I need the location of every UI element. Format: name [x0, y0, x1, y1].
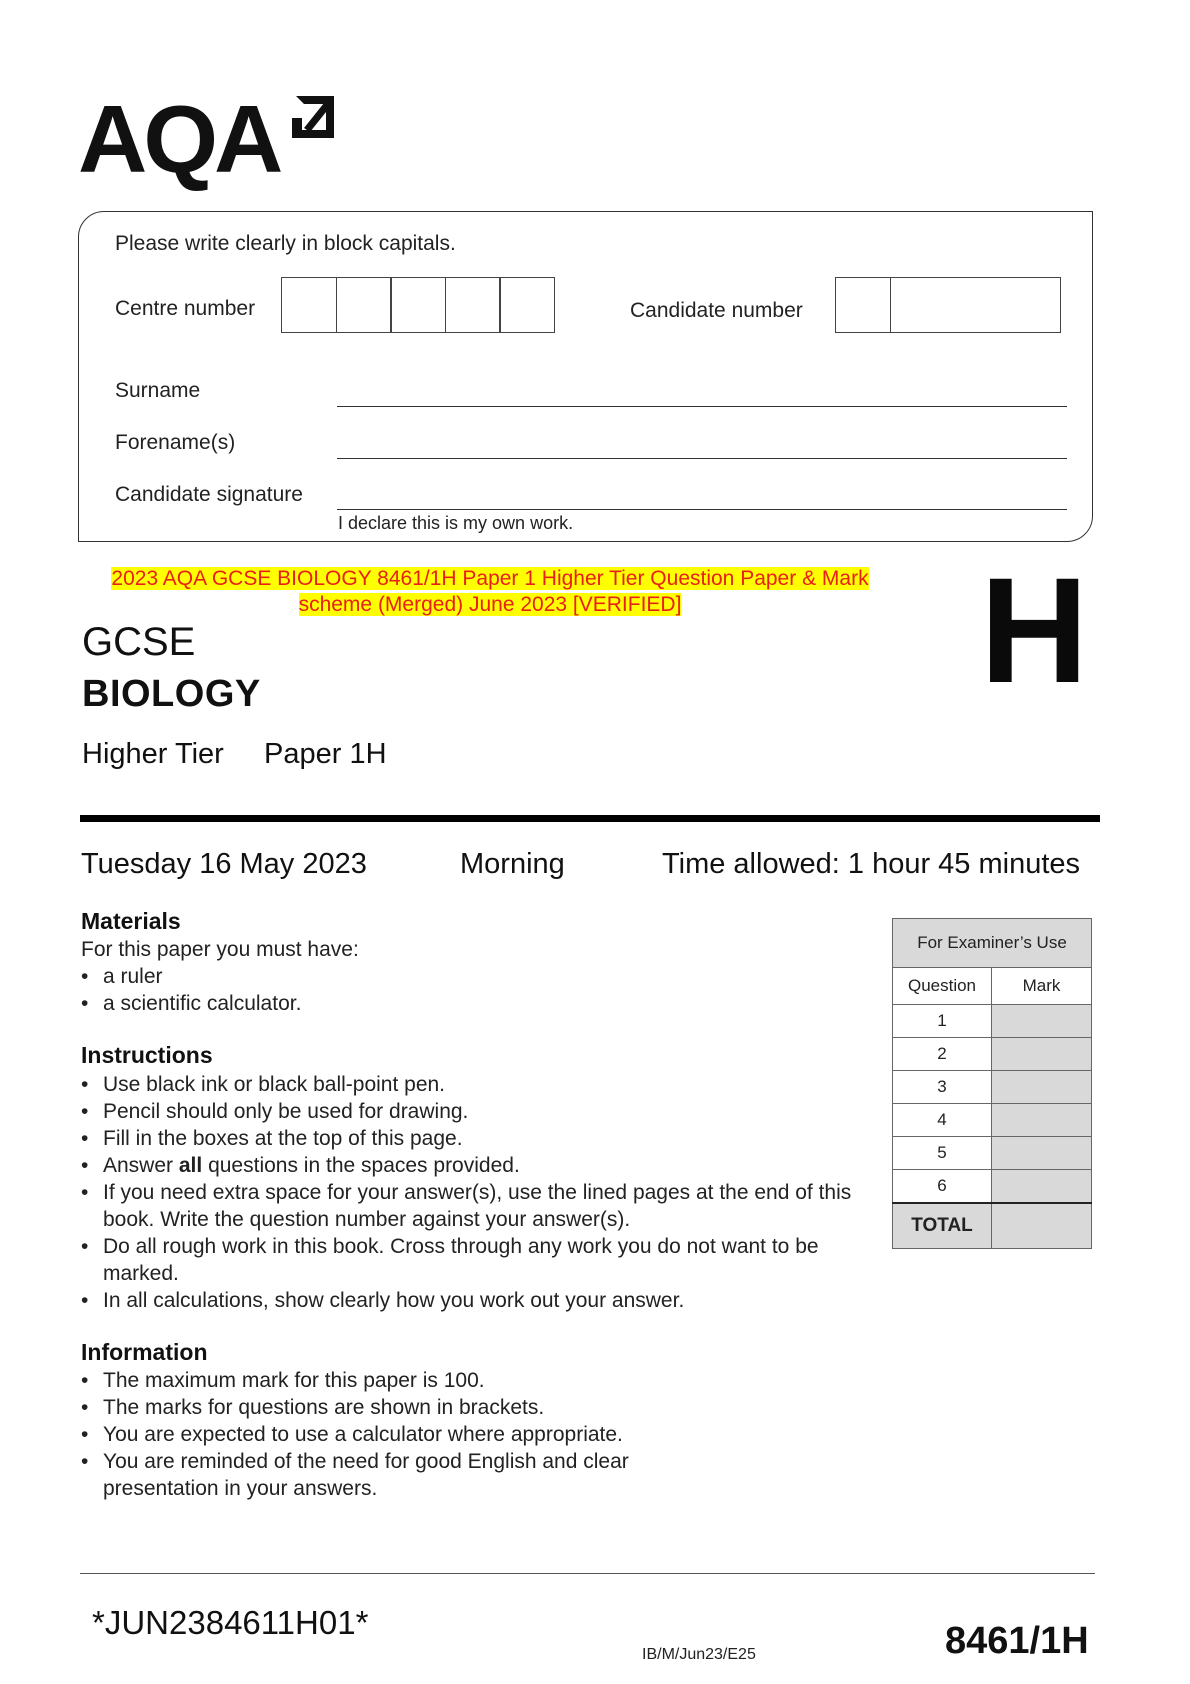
total-row — [893, 1203, 1092, 1249]
watermark-line-1: 2023 AQA GCSE BIOLOGY 8461/1H Paper 1 Higher Tier Question Paper & Mark — [111, 567, 869, 590]
table-row — [893, 1038, 1092, 1071]
question-number: 6 — [893, 1170, 992, 1204]
candidate-number-label: Candidate number — [630, 299, 803, 322]
barcode-text: *JUN2384611H01* — [92, 1604, 369, 1641]
list-item: • You are reminded of the need for good English and clear presentation in your answers. — [81, 1448, 721, 1502]
list-item — [81, 1152, 871, 1179]
forename-field[interactable] — [337, 458, 1067, 459]
examiner-use-table — [892, 918, 1092, 1249]
mark-column-header: Mark — [992, 968, 1092, 1005]
question-number: 4 — [893, 1104, 992, 1137]
paper-label: Paper 1H — [264, 738, 387, 770]
watermark-banner — [80, 566, 900, 618]
qualification-title: GCSE — [82, 620, 196, 664]
list-item-text: questions in the spaces provided. — [208, 1154, 520, 1177]
tier-label: Higher Tier — [82, 738, 224, 770]
list-item: • Fill in the boxes at the top of this page. — [81, 1125, 871, 1152]
information-heading: Information — [81, 1339, 208, 1365]
surname-label: Surname — [115, 379, 201, 402]
tier-letter: H — [980, 546, 1089, 714]
block-capitals-instruction: Please write clearly in block capitals. — [115, 232, 456, 255]
question-column-header: Question — [893, 968, 992, 1005]
centre-number-box[interactable] — [445, 277, 501, 333]
list-item: • Do all rough work in this book. Cross through any work you do not want to be marked. — [81, 1233, 823, 1287]
instructions-heading: Instructions — [81, 1042, 213, 1068]
declaration-text: I declare this is my own work. — [338, 513, 574, 533]
centre-number-box[interactable] — [499, 277, 555, 333]
centre-number-box[interactable] — [281, 277, 337, 333]
question-number: 5 — [893, 1137, 992, 1170]
paper-code: 8461/1H — [945, 1620, 1089, 1662]
list-item: • You are expected to use a calculator where appropriate. — [81, 1421, 721, 1448]
mark-cell — [992, 1170, 1092, 1204]
subject-title: BIOLOGY — [82, 673, 261, 715]
instructions-section — [81, 1071, 871, 1314]
candidate-number-boxes[interactable] — [835, 277, 1059, 333]
information-section — [81, 1367, 721, 1502]
table-row — [893, 1071, 1092, 1104]
signature-label: Candidate signature — [115, 483, 303, 506]
centre-number-box[interactable] — [336, 277, 392, 333]
exam-session: Morning — [460, 848, 565, 880]
list-item: • a scientific calculator. — [81, 990, 881, 1017]
question-number: 2 — [893, 1038, 992, 1071]
mark-cell — [992, 1137, 1092, 1170]
examiner-table-title: For Examiner’s Use — [893, 919, 1092, 968]
candidate-number-box[interactable] — [890, 277, 1061, 333]
signature-field[interactable] — [337, 509, 1067, 510]
table-row — [893, 1137, 1092, 1170]
list-item: • a ruler — [81, 963, 881, 990]
mark-cell — [992, 1038, 1092, 1071]
emphasis-text: all — [178, 1154, 203, 1177]
list-item-text: Answer — [103, 1154, 174, 1177]
forename-label: Forename(s) — [115, 431, 236, 454]
centre-number-boxes[interactable] — [281, 277, 554, 333]
total-mark-cell — [992, 1203, 1092, 1249]
total-label: TOTAL — [893, 1203, 992, 1249]
centre-number-label: Centre number — [115, 297, 256, 320]
mark-cell — [992, 1005, 1092, 1038]
table-row — [893, 1104, 1092, 1137]
time-allowed: Time allowed: 1 hour 45 minutes — [662, 848, 1081, 880]
list-item: • Use black ink or black ball-point pen. — [81, 1071, 871, 1098]
question-number: 3 — [893, 1071, 992, 1104]
surname-field[interactable] — [337, 406, 1067, 407]
watermark-line-2: scheme (Merged) June 2023 [VERIFIED] — [298, 593, 682, 616]
footer-divider — [80, 1573, 1095, 1574]
list-item: • If you need extra space for your answer(s), use the lined pages at the end of this book. Write the question number against your answer(s). — [81, 1179, 871, 1233]
materials-section — [81, 936, 881, 1017]
centre-number-box[interactable] — [390, 277, 446, 333]
instructions-list — [81, 1071, 871, 1314]
table-row — [893, 1005, 1092, 1038]
exam-date: Tuesday 16 May 2023 — [81, 848, 367, 880]
list-item: • Pencil should only be used for drawing. — [81, 1098, 871, 1125]
reference-code: IB/M/Jun23/E25 — [642, 1646, 756, 1663]
list-item: • The marks for questions are shown in brackets. — [81, 1394, 721, 1421]
question-number: 1 — [893, 1005, 992, 1038]
materials-list — [81, 963, 881, 1017]
list-item: • The maximum mark for this paper is 100. — [81, 1367, 721, 1394]
aqa-logo-mark-icon — [282, 92, 337, 147]
mark-cell — [992, 1104, 1092, 1137]
aqa-logo-text: AQA — [78, 86, 280, 193]
aqa-logo — [78, 86, 280, 193]
list-item: • In all calculations, show clearly how you work out your answer. — [81, 1287, 871, 1314]
materials-heading: Materials — [81, 908, 181, 934]
mark-cell — [992, 1071, 1092, 1104]
materials-intro: For this paper you must have: — [81, 938, 359, 961]
information-list — [81, 1367, 721, 1502]
table-row — [893, 1170, 1092, 1204]
candidate-number-box[interactable] — [835, 277, 891, 333]
title-divider — [80, 815, 1100, 822]
